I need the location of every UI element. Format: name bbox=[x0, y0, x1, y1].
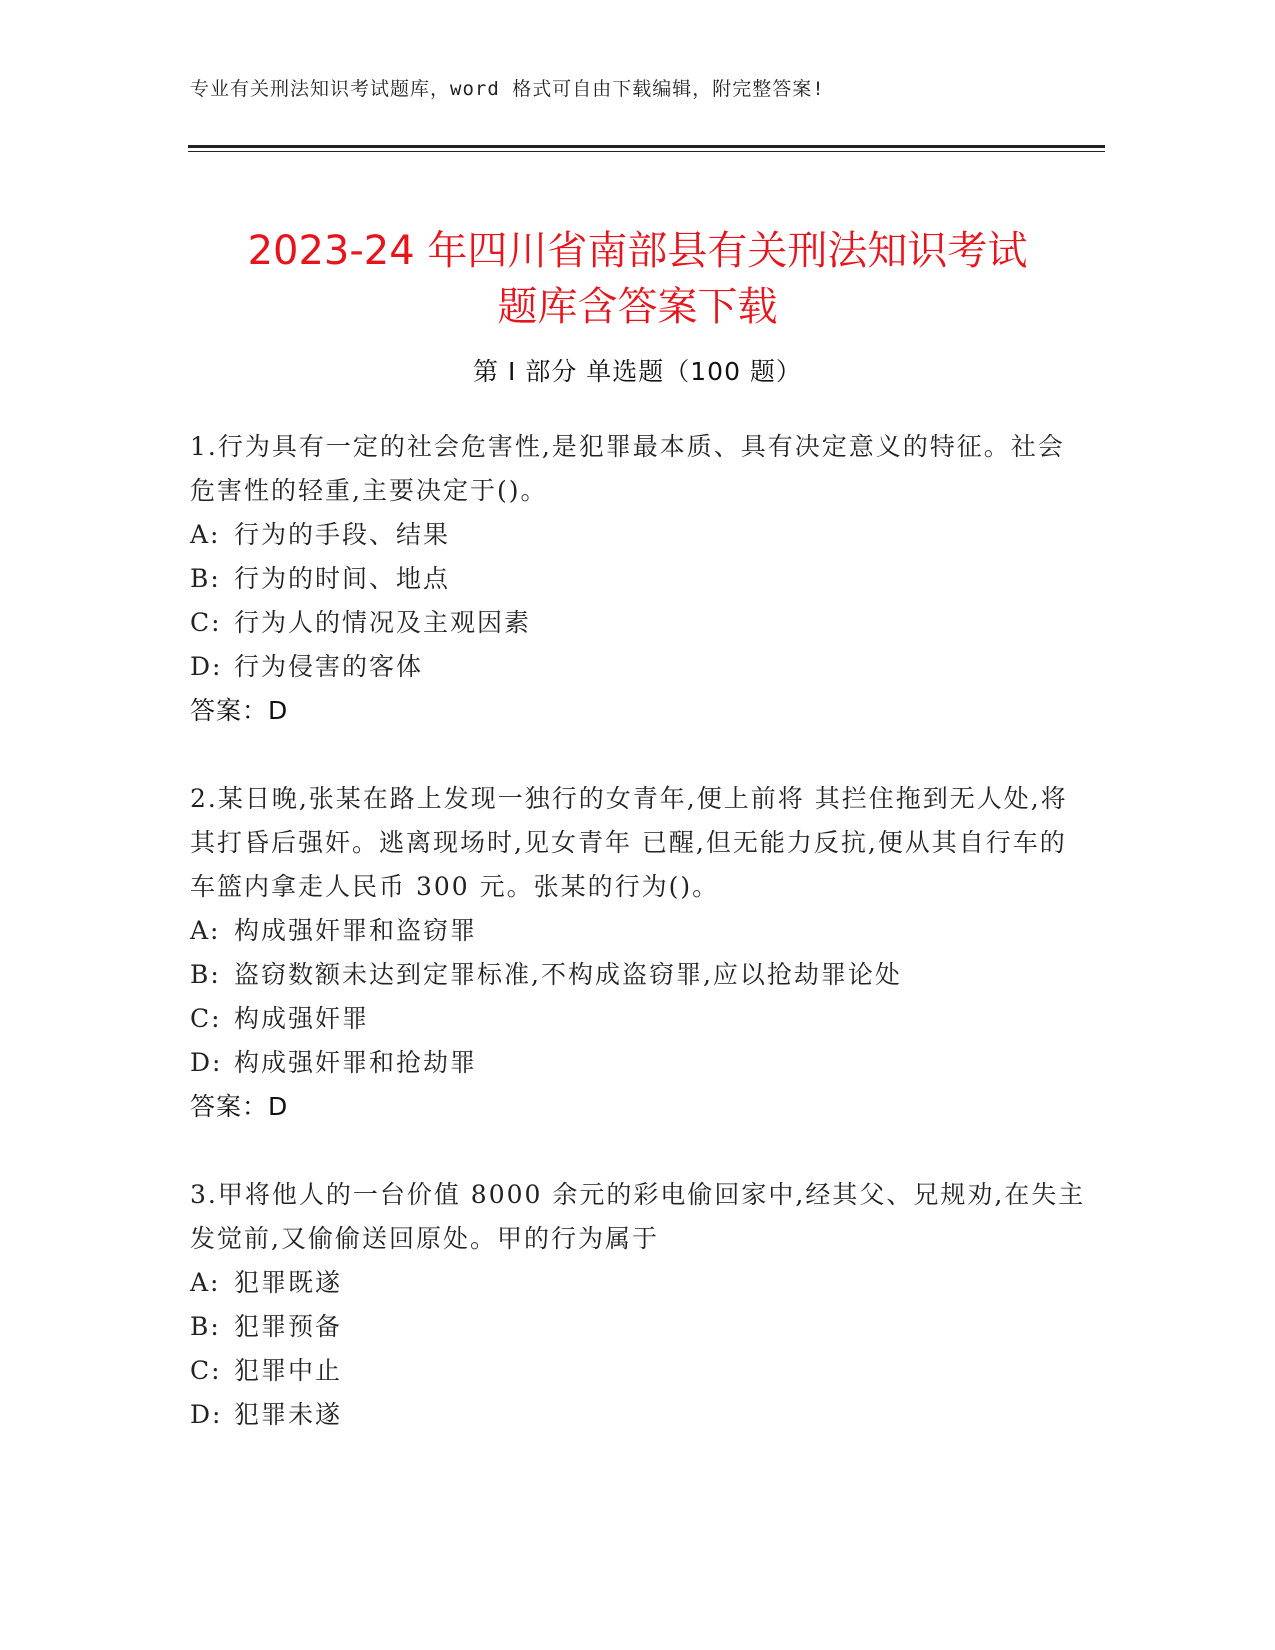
option-key: A: bbox=[190, 1268, 221, 1297]
option-key: D: bbox=[190, 1400, 223, 1429]
option-text: 行为的手段、结果 bbox=[234, 520, 451, 549]
option-key: D: bbox=[190, 1048, 223, 1077]
answer-line: 答案：D bbox=[190, 696, 289, 725]
option-c bbox=[190, 997, 1090, 1041]
question-2 bbox=[190, 777, 1090, 1129]
question-stem: 3.甲将他人的一台价值 8000 余元的彩电偷回家中,经其父、兄规劝,在失主发觉前,又偷偷送回原处。甲的行为属于 bbox=[190, 1180, 1086, 1253]
question-stem: 1.行为具有一定的社会危害性,是犯罪最本质、具有决定意义的特征。社会危害性的轻重,主要决定于()。 bbox=[190, 432, 1065, 505]
option-d bbox=[190, 1041, 1090, 1085]
option-text: 行为的时间、地点 bbox=[234, 564, 451, 593]
option-c bbox=[190, 601, 1090, 645]
question-stem: 2.某日晚,张某在路上发现一独行的女青年,便上前将 其拦住拖到无人处,将其打昏后强奸。逃离现场时,见女青年 已醒,但无能力反抗,便从其自行车的车篮内拿走人民币 300 元。张某的行为()。 bbox=[190, 784, 1068, 901]
option-key: A: bbox=[190, 916, 221, 945]
option-text: 行为人的情况及主观因素 bbox=[234, 608, 532, 637]
option-d bbox=[190, 645, 1090, 689]
header-divider-thick bbox=[188, 145, 1105, 148]
option-b bbox=[190, 1305, 1090, 1349]
document-title bbox=[140, 223, 1135, 335]
option-b bbox=[190, 953, 1090, 997]
option-text: 构成强奸罪和抢劫罪 bbox=[234, 1048, 478, 1077]
question-3 bbox=[190, 1173, 1090, 1437]
option-key: C: bbox=[190, 1004, 222, 1033]
header-note: 专业有关刑法知识考试题库，word 格式可自由下载编辑，附完整答案! bbox=[190, 78, 825, 100]
option-text: 行为侵害的客体 bbox=[234, 652, 424, 681]
option-c bbox=[190, 1349, 1090, 1393]
option-text: 犯罪未遂 bbox=[234, 1400, 343, 1429]
option-a bbox=[190, 513, 1090, 557]
answer-line: 答案：D bbox=[190, 1092, 289, 1121]
option-key: C: bbox=[190, 608, 222, 637]
question-1 bbox=[190, 425, 1090, 733]
option-text: 犯罪中止 bbox=[234, 1356, 343, 1385]
option-d bbox=[190, 1393, 1090, 1437]
option-text: 犯罪预备 bbox=[234, 1312, 343, 1341]
option-key: B: bbox=[190, 1312, 221, 1341]
option-text: 构成强奸罪和盗窃罪 bbox=[234, 916, 478, 945]
option-text: 构成强奸罪 bbox=[234, 1004, 370, 1033]
option-text: 盗窃数额未达到定罪标准,不构成盗窃罪,应以抢劫罪论处 bbox=[234, 960, 902, 989]
option-key: B: bbox=[190, 960, 221, 989]
option-a bbox=[190, 1261, 1090, 1305]
option-b bbox=[190, 557, 1090, 601]
option-key: B: bbox=[190, 564, 221, 593]
option-a bbox=[190, 909, 1090, 953]
document-title-line-1: 2023-24 年四川省南部县有关刑法知识考试 bbox=[247, 227, 1028, 274]
option-key: C: bbox=[190, 1356, 222, 1385]
document-title-line-2: 题库含答案下载 bbox=[497, 283, 778, 330]
question-list bbox=[190, 425, 1090, 1481]
section-title: 第 I 部分 单选题（100 题） bbox=[473, 357, 802, 386]
header-divider-thin bbox=[188, 151, 1105, 152]
option-text: 犯罪既遂 bbox=[234, 1268, 343, 1297]
option-key: A: bbox=[190, 520, 221, 549]
option-key: D: bbox=[190, 652, 223, 681]
